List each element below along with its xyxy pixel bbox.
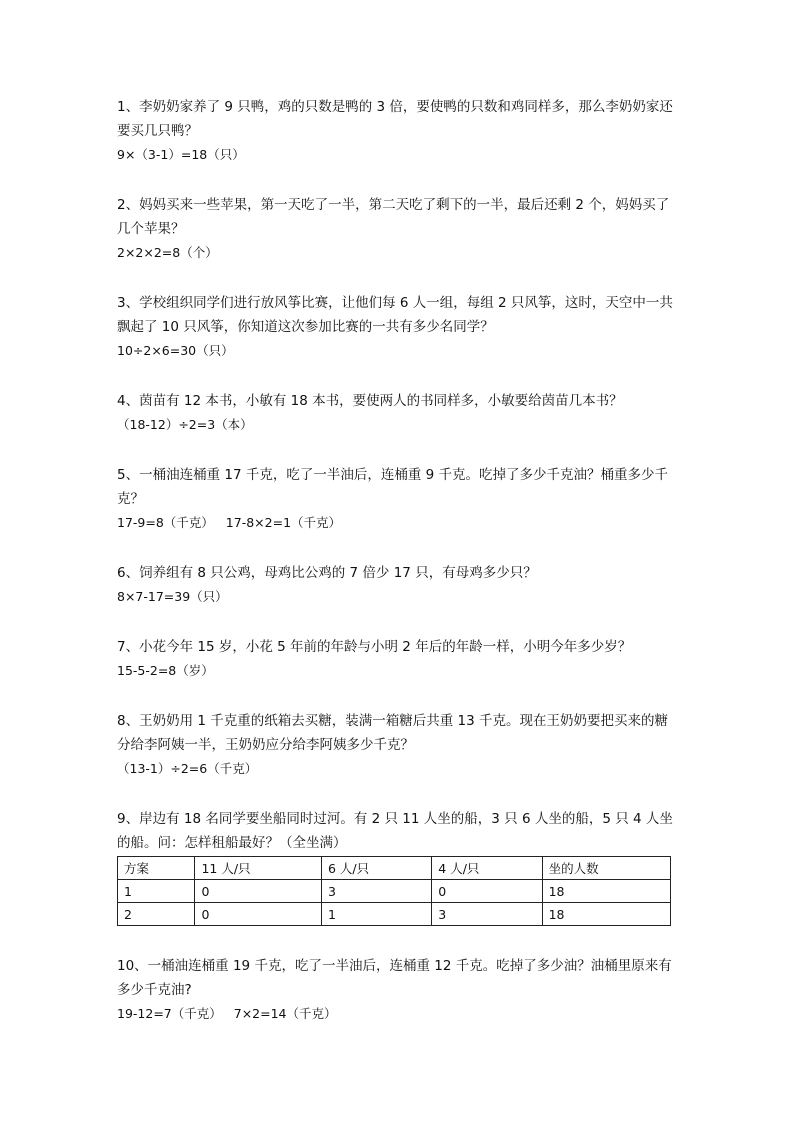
problem-4 [117, 389, 677, 435]
answer-text: 9×（3-1）=18（只） [117, 147, 245, 162]
table-cell: 18 [542, 880, 670, 903]
table-header-cell: 坐的人数 [542, 857, 670, 880]
worksheet [117, 95, 677, 1052]
table-cell: 3 [432, 903, 542, 926]
problem-3 [117, 291, 677, 361]
problem-5 [117, 463, 677, 533]
question-text: 6、饲养组有 8 只公鸡，母鸡比公鸡的 7 倍少 17 只，有母鸡多少只？ [117, 565, 537, 581]
table-header-cell: 4 人/只 [432, 857, 542, 880]
answer-part-1: 19-12=7（千克） [117, 1006, 222, 1021]
table-cell: 3 [321, 880, 431, 903]
question-text: 9、岸边有 18 名同学要坐船同时过河。有 2 只 11 人坐的船，3 只 6 人坐的船，5 只 4 人坐的船。问：怎样租船最好？（全坐满） [117, 811, 673, 851]
problem-9 [117, 807, 677, 926]
answer-text: 10÷2×6=30（只） [117, 343, 234, 358]
question-text: 5、一桶油连桶重 17 千克，吃了一半油后，连桶重 9 千克。吃掉了多少千克油？桶重多少千克？ [117, 467, 669, 507]
table-cell: 1 [321, 903, 431, 926]
question-text: 2、妈妈买来一些苹果，第一天吃了一半，第二天吃了剩下的一半，最后还剩 2 个，妈妈买了几个苹果？ [117, 197, 670, 237]
problem-2 [117, 193, 677, 263]
problem-6 [117, 561, 677, 607]
answer-text: 8×7-17=39（只） [117, 589, 228, 604]
table-cell: 0 [195, 880, 322, 903]
table-row [118, 903, 671, 926]
boat-plan-table [117, 856, 671, 926]
answer-text [117, 513, 677, 533]
problem-8 [117, 709, 677, 779]
table-cell: 0 [195, 903, 322, 926]
answer-part-2: 7×2=14（千克） [233, 1006, 337, 1021]
problem-10 [117, 954, 677, 1024]
question-text: 7、小花今年 15 岁，小花 5 年前的年龄与小明 2 年后的年龄一样，小明今年多少岁？ [117, 639, 632, 655]
question-text: 4、茵苗有 12 本书，小敏有 18 本书，要使两人的书同样多，小敏要给茵苗几本书？ [117, 393, 623, 409]
problem-7 [117, 635, 677, 681]
table-header-cell: 11 人/只 [195, 857, 322, 880]
answer-text: 15-5-2=8（岁） [117, 663, 214, 678]
problem-1 [117, 95, 677, 165]
answer-text [117, 1004, 677, 1024]
table-cell: 0 [432, 880, 542, 903]
answer-text: 2×2×2=8（个） [117, 245, 218, 260]
table-header-cell: 方案 [118, 857, 195, 880]
table-row [118, 880, 671, 903]
table-header-row [118, 857, 671, 880]
table-cell: 1 [118, 880, 195, 903]
question-text: 8、王奶奶用 1 千克重的纸箱去买糖，装满一箱糖后共重 13 千克。现在王奶奶要把买来的糖分给李阿姨一半，王奶奶应分给李阿姨多少千克？ [117, 713, 669, 753]
question-text: 3、学校组织同学们进行放风筝比赛，让他们每 6 人一组，每组 2 只风筝，这时，天空中一共飘起了 10 只风筝，你知道这次参加比赛的一共有多少名同学？ [117, 295, 673, 335]
answer-text: （18-12）÷2=3（本） [117, 417, 253, 432]
question-text: 1、李奶奶家养了 9 只鸭，鸡的只数是鸭的 3 倍，要使鸭的只数和鸡同样多，那么李奶奶家还要买几只鸭？ [117, 99, 673, 139]
question-text: 10、一桶油连桶重 19 千克，吃了一半油后，连桶重 12 千克。吃掉了多少油？油桶里原来有多少千克油? [117, 958, 672, 998]
table-cell: 18 [542, 903, 670, 926]
table-cell: 2 [118, 903, 195, 926]
answer-part-2: 17-8×2=1（千克） [225, 515, 342, 530]
table-header-cell: 6 人/只 [321, 857, 431, 880]
answer-text: （13-1）÷2=6（千克） [117, 761, 258, 776]
answer-part-1: 17-9=8（千克） [117, 515, 214, 530]
